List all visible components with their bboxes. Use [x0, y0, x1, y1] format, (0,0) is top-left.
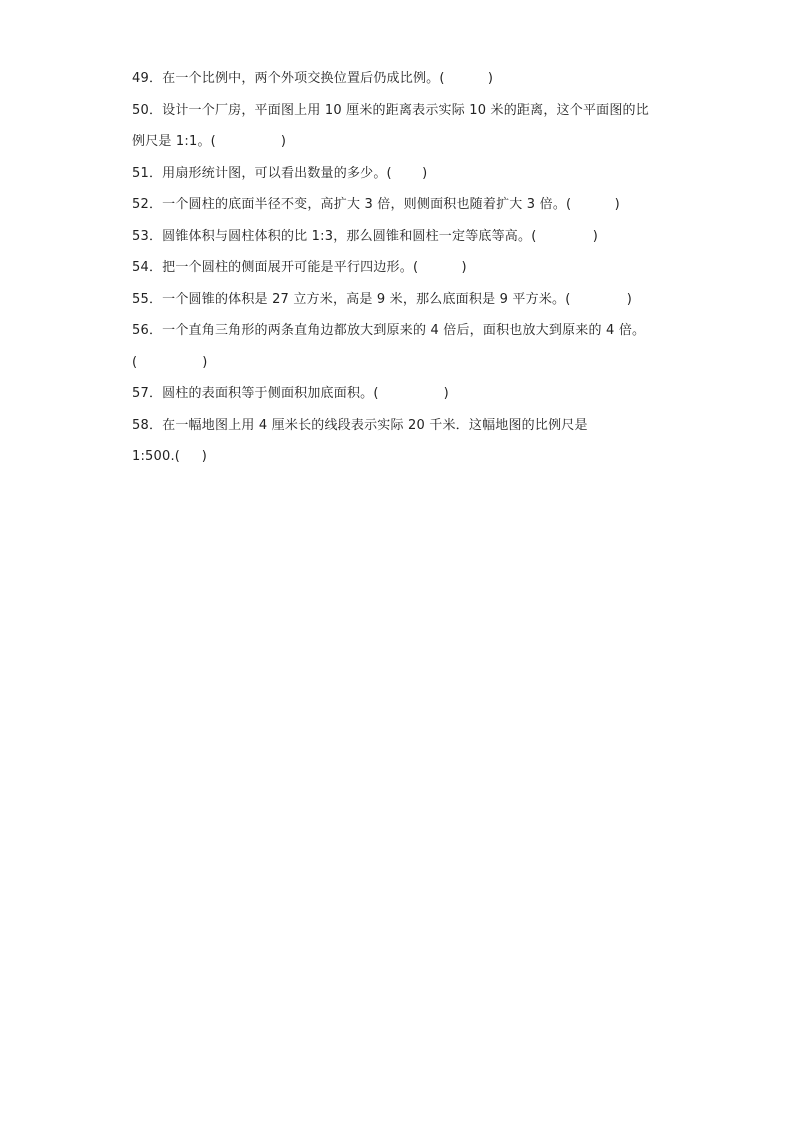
question-51: 51．用扇形统计图，可以看出数量的多少。( ) — [132, 165, 428, 181]
question-list — [132, 63, 692, 473]
question-52: 52．一个圆柱的底面半径不变，高扩大 3 倍，则侧面积也随着扩大 3 倍。( ) — [132, 197, 620, 212]
question-49: 49．在一个比例中，两个外项交换位置后仍成比例。( ) — [132, 71, 494, 86]
question-50-line-2: 例尺是 1:1。( ) — [132, 134, 287, 149]
question-56-line-2: ( ) — [132, 354, 208, 370]
question-56-line-1: 56．一个直角三角形的两条直角边都放大到原来的 4 倍后，面积也放大到原来的 4 倍。 — [132, 323, 646, 338]
question-55: 55．一个圆锥的体积是 27 立方米，高是 9 米，那么底面积是 9 平方米。( ) — [132, 291, 633, 307]
question-57: 57．圆柱的表面积等于侧面积加底面积。( ) — [132, 386, 449, 401]
question-53: 53．圆锥体积与圆柱体积的比 1:3，那么圆锥和圆柱一定等底等高。( ) — [132, 228, 599, 244]
question-58-line-1: 58．在一幅地图上用 4 厘米长的线段表示实际 20 千米．这幅地图的比例尺是 — [132, 417, 588, 433]
question-54: 54．把一个圆柱的侧面展开可能是平行四边形。( ) — [132, 260, 467, 275]
question-50-line-1: 50．设计一个厂房，平面图上用 10 厘米的距离表示实际 10 米的距离，这个平面图的比 — [132, 102, 649, 118]
question-58-line-2: 1:500.( ) — [132, 449, 208, 464]
